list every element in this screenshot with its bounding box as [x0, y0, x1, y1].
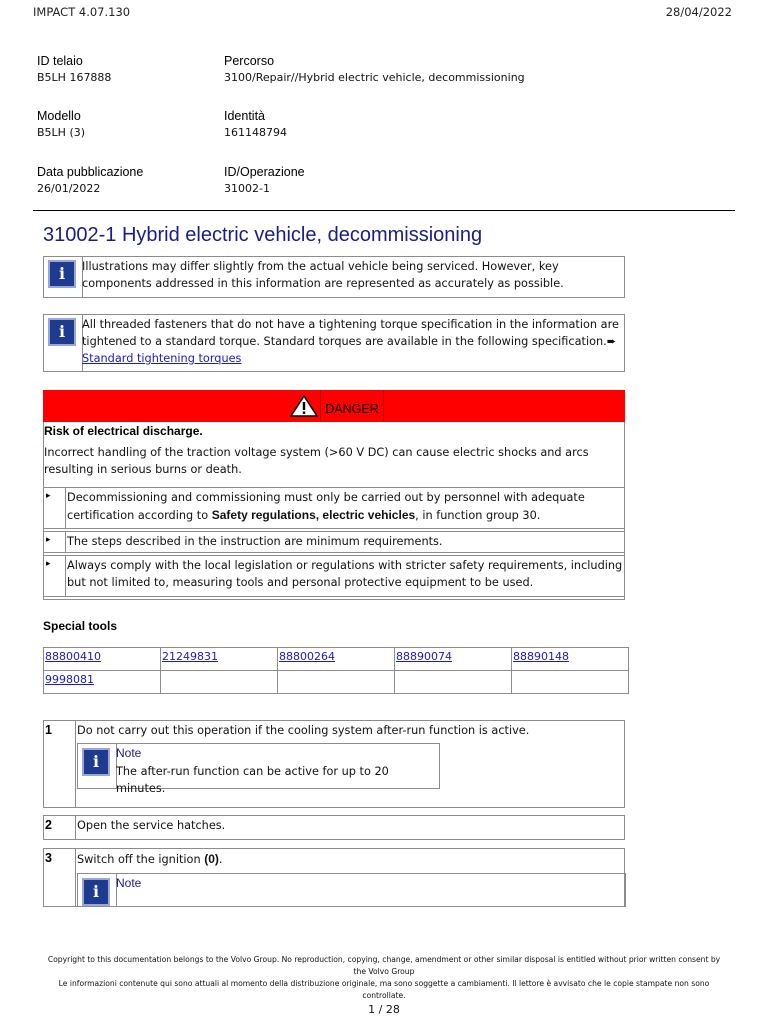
bullet-text-line2: but not limited to, measuring tools and personal protective equipment to be used. [67, 576, 534, 589]
note-box [77, 743, 440, 795]
special-tools-table [43, 647, 629, 694]
disclaimer-line2: controllate. [362, 991, 406, 1000]
table-cell [512, 648, 629, 671]
tool-link[interactable]: 21249831 [162, 650, 218, 663]
table-cell [512, 671, 629, 694]
step-text [77, 851, 222, 868]
model-label: Modello [37, 109, 81, 123]
tool-link[interactable]: 88800410 [45, 650, 101, 663]
safety-regulations-ref: Safety regulations, electric vehicles [211, 508, 416, 522]
step-text-pre: Switch off the ignition [77, 853, 205, 866]
info-icon-cell [78, 744, 117, 788]
special-tools-heading: Special tools [43, 619, 118, 633]
info-box-illustrations [43, 256, 625, 298]
step-row [43, 720, 625, 808]
bullet-triangle-icon: ▸ [44, 556, 66, 596]
danger-text-line2: resulting in serious burns or death. [44, 463, 242, 476]
info-icon-cell [44, 315, 83, 371]
path-value: 3100/Repair//Hybrid electric vehicle, decommissioning [224, 71, 525, 84]
step-text: Open the service hatches. [77, 819, 226, 832]
danger-heading: Risk of electrical discharge. [44, 424, 203, 438]
arrow-right-icon: ➨ [606, 335, 617, 348]
table-cell [161, 671, 278, 694]
danger-label: DANGER [320, 390, 384, 422]
step-text-post: . [218, 853, 223, 866]
warning-triangle-icon [290, 395, 318, 417]
header-divider [33, 210, 735, 211]
step-number: 2 [44, 816, 76, 839]
pubdate-label: Data pubblicazione [37, 165, 144, 179]
danger-bullet-item [43, 487, 625, 529]
info-icon: i [48, 260, 76, 288]
page-title: 31002-1 Hybrid electric vehicle, decommissioning [43, 224, 483, 246]
app-version: IMPACT 4.07.130 [33, 5, 131, 19]
table-cell [161, 648, 278, 671]
bullet-text-line1: Decommissioning and commissioning must only be carried out by personnel with adequate [67, 491, 585, 504]
note-text: The after-run function can be active for up to 20 minutes. [116, 765, 389, 795]
bullet-triangle-icon: ▸ [44, 488, 66, 528]
table-row [44, 671, 629, 694]
note-box [77, 873, 626, 907]
info-text-line1: Illustrations may differ slightly from the actual vehicle being serviced. However, key [82, 260, 559, 273]
tool-link[interactable]: 9998081 [45, 673, 94, 686]
model-value: B5LH (3) [37, 126, 86, 139]
info-text-line2: components addressed in this information are represented as accurately as possible. [82, 277, 564, 290]
table-cell [278, 671, 395, 694]
copyright-line2: the Volvo Group [353, 967, 415, 976]
chassis-label: ID telaio [37, 54, 83, 68]
bullet-text-pre: certification according to [67, 509, 212, 522]
print-date: 28/04/2022 [665, 5, 732, 19]
bullet-triangle-icon: ▸ [44, 532, 66, 552]
operation-value: 31002-1 [224, 182, 270, 195]
info-box-torques [43, 314, 625, 372]
tool-link[interactable]: 88890074 [396, 650, 452, 663]
tool-link[interactable]: 88890148 [513, 650, 569, 663]
info-icon: i [82, 748, 110, 776]
identity-label: Identità [224, 109, 266, 123]
pubdate-value: 26/01/2022 [37, 182, 101, 195]
path-label: Percorso [224, 54, 275, 68]
danger-bullet-item [43, 531, 625, 553]
step-number: 1 [44, 721, 76, 807]
table-cell [278, 648, 395, 671]
danger-text-line1: Incorrect handling of the traction voltage system (>60 V DC) can cause electric shocks and arcs [44, 446, 589, 459]
operation-label: ID/Operazione [224, 165, 305, 179]
chassis-value: B5LH 167888 [37, 71, 112, 84]
info-text-line2-body: tightened to a standard torque. Standard torques are available in the following specification. [82, 335, 607, 348]
table-cell [44, 648, 161, 671]
copyright-line1: Copyright to this documentation belongs to the Volvo Group. No reproduction, copying, change, amendment or other similar disposal is entitled without prior written consent by [47, 955, 721, 964]
table-cell [395, 671, 512, 694]
bullet-text-post: , in function group 30. [415, 509, 541, 522]
info-icon-cell [78, 874, 117, 907]
info-text-line1: All threaded fasteners that do not have a tightening torque specification in the information are [82, 318, 619, 331]
bullet-text-line1: Always comply with the local legislation or regulations with stricter safety requirements, including [67, 559, 623, 572]
step-text: Do not carry out this operation if the cooling system after-run function is active. [77, 724, 530, 737]
note-title: Note [116, 746, 142, 760]
identity-value: 161148794 [224, 126, 287, 139]
page-number: 1 / 28 [368, 1003, 400, 1016]
table-cell [44, 671, 161, 694]
page-cut-line [43, 906, 625, 907]
info-icon: i [82, 878, 110, 906]
bullet-text: The steps described in the instruction are minimum requirements. [67, 535, 443, 548]
table-cell [395, 648, 512, 671]
danger-bullet-item [43, 555, 625, 597]
ignition-position: (0) [204, 852, 219, 866]
tool-link[interactable]: 88800264 [279, 650, 335, 663]
info-icon: i [48, 318, 76, 346]
step-row [43, 815, 625, 840]
step-number: 3 [44, 849, 76, 906]
info-text-line2 [82, 333, 616, 350]
note-title: Note [116, 876, 142, 890]
disclaimer-line1: Le informazioni contenute qui sono attuali al momento della distribuzione originale, ma sono soggette a cambiamenti. Il lettore è avvisato che le copie stampate non sono [58, 979, 710, 988]
step-row [43, 848, 625, 906]
bullet-text-line2 [67, 507, 540, 524]
info-icon-cell [44, 257, 83, 297]
table-row [44, 648, 629, 671]
standard-torques-link[interactable]: Standard tightening torques [82, 352, 242, 365]
